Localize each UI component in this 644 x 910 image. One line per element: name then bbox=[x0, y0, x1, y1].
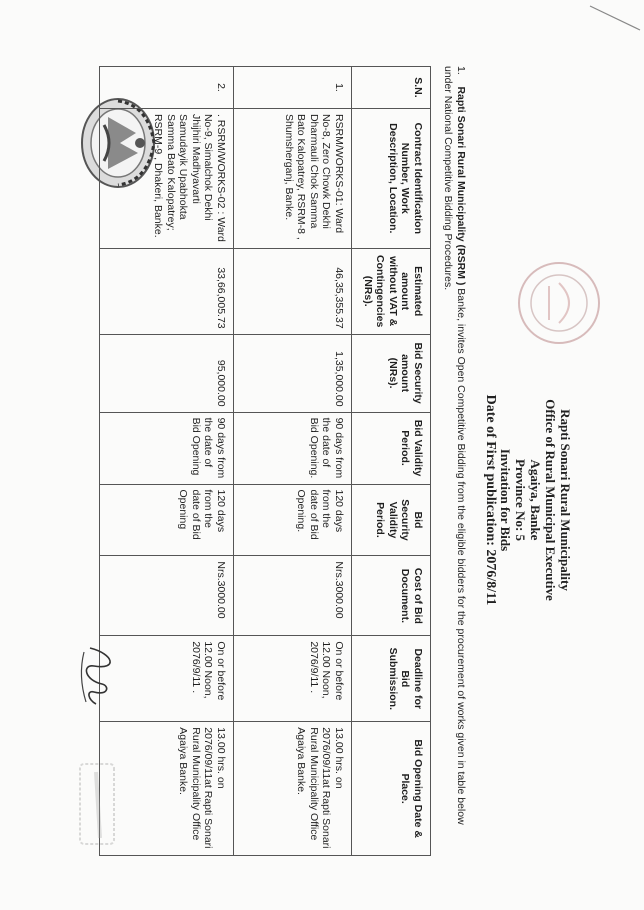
header-deadline: Deadline for Bid Submission. bbox=[352, 636, 431, 722]
cell-cost: Nrs.3000.00 bbox=[234, 556, 352, 636]
faint-stamp-icon bbox=[70, 760, 124, 850]
cell-deadline: On or before 12.00 Noon, 2076/9/11 . bbox=[100, 636, 234, 722]
cell-deadline: On or before 12.00 Noon, 2076/9/11 . bbox=[234, 636, 352, 722]
cell-estimate: 46,35,355.37 bbox=[234, 248, 352, 334]
header-cost: Cost of Bid Document. bbox=[352, 556, 431, 636]
intro-number: 1. bbox=[455, 66, 467, 75]
header-invitation-title: Invitation for Bids bbox=[498, 448, 513, 552]
cell-validity: 90 days from the date of Bid Opening bbox=[100, 412, 234, 484]
cell-validity: 90 days from the date of Bid Opening. bbox=[234, 412, 352, 484]
intro-paragraph bbox=[441, 66, 467, 826]
cell-security-validity: 120 days from the date of Bid Opening. bbox=[234, 484, 352, 556]
cell-sn: 1. bbox=[234, 67, 352, 109]
intro-organization: Rapti Sonari Rural Municipality (RSRM ) bbox=[455, 86, 467, 286]
cell-security: 95,000.00 bbox=[100, 334, 234, 412]
header-address: Agaiya, Banke bbox=[528, 459, 543, 541]
header-publication-date: Date of First publication: 2076/8/11 bbox=[483, 394, 498, 606]
intro-text: Banke, invites Open Competitive Bidding from the eligible bidders for the procurement of works given in table below under National Competitive Bidding Procedures. bbox=[442, 66, 467, 825]
cell-desc: . RSRM/WORKS-02 : Ward No-9, Simalchok Dekhi Jhijhiri Madhyavarti Samudayik Upabhokta Samma Bato Kalopatrey; RSRM-9 , Dhakeri, Banke. bbox=[100, 108, 234, 248]
table-row bbox=[234, 67, 352, 856]
cell-cost: Nrs.3000.00 bbox=[100, 556, 234, 636]
header-security: Bid Security amount (NRs). bbox=[352, 334, 431, 412]
header-security-validity: Bid Security Validity Period. bbox=[352, 484, 431, 556]
header-validity: Bid Validity Period. bbox=[352, 412, 431, 484]
cell-desc: RSRM/WORKS-01: Ward No-8, Zero Chowk Dekhi Dharmauli Chok Samma Bato Kalopatrey, RSRM-8 , Shumsherganj, Banke. bbox=[234, 108, 352, 248]
header-municipality-name: Rapti Sonari Rural Municipality bbox=[558, 409, 573, 591]
handwritten-signature-icon bbox=[74, 640, 124, 710]
cell-security: 1,35,000.00 bbox=[234, 334, 352, 412]
header-office-name: Office of Rural Municipal Executive bbox=[543, 399, 558, 601]
table-header-row bbox=[352, 67, 431, 856]
header-province: Province No: 5 bbox=[513, 458, 528, 542]
bids-table bbox=[99, 66, 431, 856]
header-estimate: Estimated amount without VAT & Contingencies (NRs). bbox=[352, 248, 431, 334]
header-contract: Contract Identification Number, Work Description, Location. bbox=[352, 108, 431, 248]
cell-sn: 2. bbox=[100, 67, 234, 109]
cell-estimate: 33,66,005.73 bbox=[100, 248, 234, 334]
header-sn: S.N. bbox=[352, 67, 431, 109]
cell-security-validity: 120 days from the date of Bid Opening bbox=[100, 484, 234, 556]
scan-edge-line-icon bbox=[584, 0, 644, 40]
cell-opening: 13.00 hrs. on 2076/09/11at Rapti Sonari Rural Municipality Office Agaiya Banke. bbox=[234, 722, 352, 856]
cell-opening: 13.00 hrs. on 2076/09/11at Rapti Sonari Rural Municipality Office Agaiya Banke. bbox=[100, 722, 234, 856]
header-opening: Bid Opening Date & Place. bbox=[352, 722, 431, 856]
table-row bbox=[100, 67, 234, 856]
